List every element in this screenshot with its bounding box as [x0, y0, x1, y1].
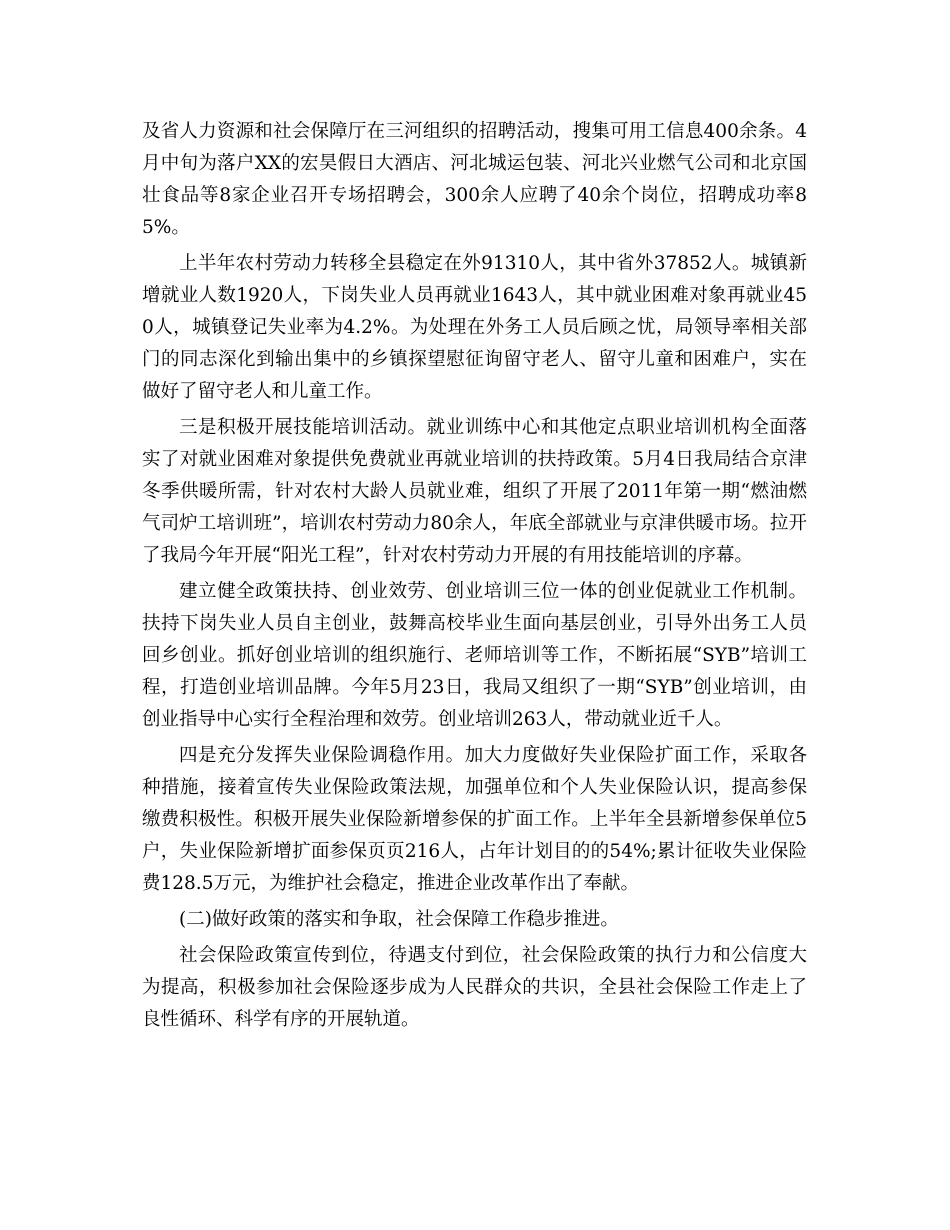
paragraph-unemployment-insurance: 四是充分发挥失业保险调稳作用。加大力度做好失业保险扩面工作，采取各种措施，接着宣传失业保险政策法规，加强单位和个人失业保险认识，提高参保缴费积极性。积极开展失业保险新增参保的扩面工作。上半年全县新增参保单位5户，失业保险新增扩面参保页页216人，占年计划目的的54%;累计征收失业保险费128.5万元，为维护社会稳定，推进企业改革作出了奉献。 [142, 745, 807, 894]
paragraph-skills-training: 三是积极开展技能培训活动。就业训练中心和其他定点职业培训机构全面落实了对就业困难对象提供免费就业再就业培训的扶持政策。5月4日我局结合京津冬季供暖所需，针对农村大龄人员就业难，组织了开展了2011年第一期“燃油燃气司炉工培训班”，培训农村劳动力80余人，年底全部就业与京津供暖市场。拉开了我局今年开展“阳光工程”，针对农村劳动力开展的有用技能培训的序幕。 [142, 417, 807, 566]
section-heading-social-security: (二)做好政策的落实和争取，社会保障工作稳步推进。 [179, 909, 619, 930]
paragraph-recruitment: 及省人力资源和社会保障厅在三河组织的招聘活动，搜集可用工信息400余条。4月中旬为落户XX的宏昊假日大酒店、河北城运包装、河北兴业燃气公司和北京国壮食品等8家企业召开专场招聘会，300余人应聘了40余个岗位，招聘成功率85%。 [142, 121, 807, 238]
paragraph-labor-transfer: 上半年农村劳动力转移全县稳定在外91310人，其中省外37852人。城镇新增就业人数1920人，下岗失业人员再就业1643人，其中就业困难对象再就业450人，城镇登记失业率为4.2%。为处理在外务工人员后顾之忧，局领导率相关部门的同志深化到输出集中的乡镇探望慰征询留守老人、留守儿童和困难户，实在做好了留守老人和儿童工作。 [142, 253, 807, 402]
paragraph-entrepreneurship: 建立健全政策扶持、创业效劳、创业培训三位一体的创业促就业工作机制。扶持下岗失业人员自主创业，鼓舞高校毕业生面向基层创业，引导外出务工人员回乡创业。抓好创业培训的组织施行、老师培训等工作，不断拓展“SYB”培训工程，打造创业培训品牌。今年5月23日，我局又组织了一期“SYB”创业培训，由创业指导中心实行全程治理和效劳。创业培训263人，带动就业近千人。 [142, 581, 807, 730]
paragraph-social-insurance: 社会保险政策宣传到位，待遇支付到位，社会保险政策的执行力和公信度大为提高，积极参加社会保险逐步成为人民群众的共识，全县社会保险工作走上了良性循环、科学有序的开展轨道。 [142, 945, 807, 1030]
document-body [142, 116, 807, 1040]
